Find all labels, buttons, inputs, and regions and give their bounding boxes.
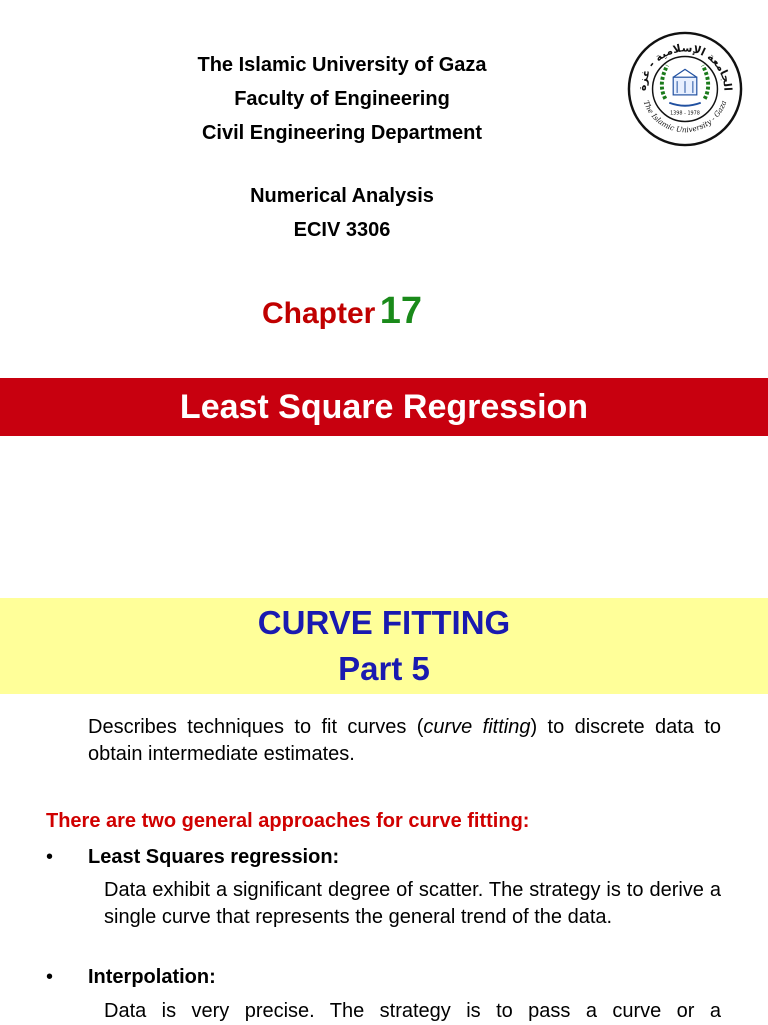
logo-english-text: The Islamic University - Gaza <box>641 99 729 135</box>
logo-arabic-text: الجامعة الإسلامية - غزة <box>635 41 735 92</box>
bullet-title: Least Squares regression: <box>88 846 340 868</box>
department-name: Civil Engineering Department <box>201 122 483 144</box>
intro-italic: curve fitting <box>423 716 531 738</box>
chapter-heading <box>0 290 684 333</box>
title-band: Least Square Regression <box>0 378 768 436</box>
faculty-name: Faculty of Engineering <box>234 88 450 110</box>
intro-before: Describes techniques to fit curves ( <box>88 716 424 738</box>
bullet-title: Interpolation: <box>88 966 216 988</box>
logo-years: 1398 - 1978 <box>670 110 700 117</box>
intro-paragraph <box>88 714 721 768</box>
bullet-dot: • <box>46 966 54 988</box>
university-logo <box>626 30 744 148</box>
course-name: Numerical Analysis <box>250 185 434 207</box>
chapter-word: Chapter <box>261 297 376 330</box>
approaches-heading: There are two general approaches for curve fitting: <box>46 810 530 832</box>
course-code: ECIV 3306 <box>293 219 391 241</box>
intro-after: ) to discrete data to obtain intermediate estimates. <box>88 716 721 765</box>
university-name: The Islamic University of Gaza <box>197 54 487 76</box>
bullet-dot: • <box>46 846 54 868</box>
chapter-number: 17 <box>379 290 423 332</box>
least-squares-text: Data exhibit a significant degree of scatter. The strategy is to derive a single curve that represents the general trend of the data. <box>104 879 721 928</box>
section-title: CURVE FITTING <box>257 604 511 641</box>
bullet-least-squares <box>46 846 339 869</box>
section-part: Part 5 <box>338 650 430 687</box>
bullet-interpolation <box>46 966 216 989</box>
section-band <box>0 598 768 694</box>
interpolation-text: Data is very precise. The strategy is to pass a curve or a <box>104 1000 721 1022</box>
